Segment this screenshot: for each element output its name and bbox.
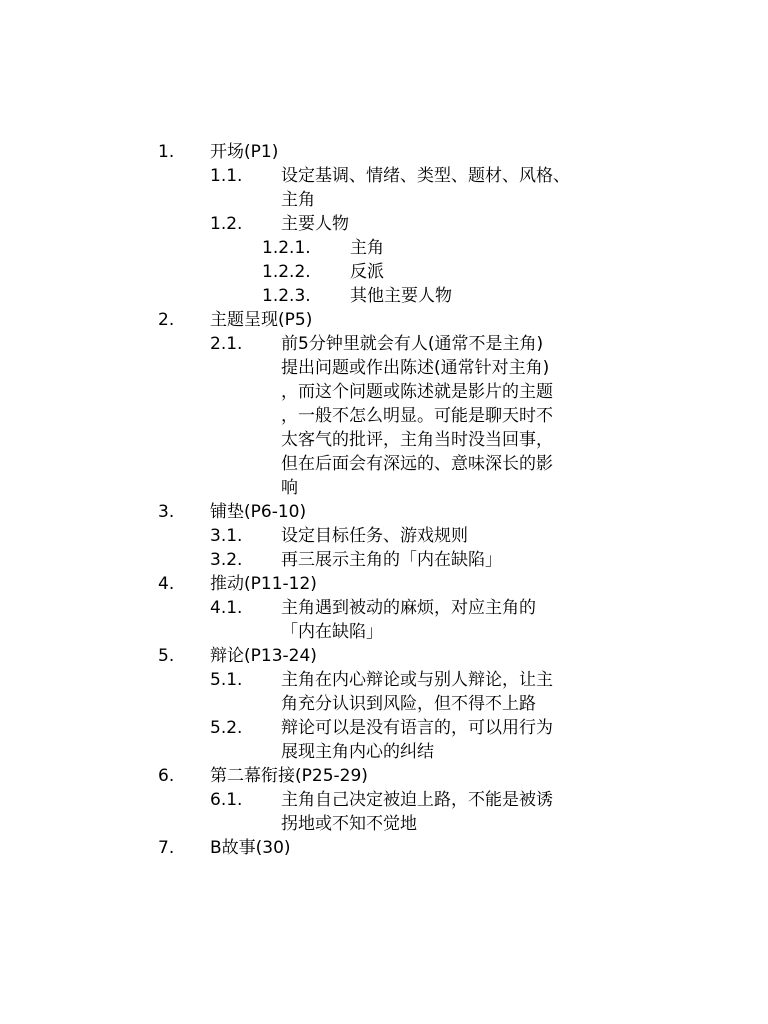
outline-item-number: 5. bbox=[158, 646, 175, 666]
outline-item-text: 角充分认识到风险，但不得不上路 bbox=[281, 694, 536, 714]
outline-item-number: 1.2.3. bbox=[262, 286, 311, 306]
outline-item bbox=[0, 260, 768, 284]
outline-item bbox=[0, 284, 768, 308]
outline-item bbox=[0, 308, 768, 332]
outline-item-number: 1.2. bbox=[210, 214, 243, 234]
outline-item bbox=[0, 644, 768, 668]
outline-item-continuation bbox=[0, 452, 768, 476]
outline-item-continuation bbox=[0, 188, 768, 212]
outline-item-number: 7. bbox=[158, 838, 175, 858]
outline-item-number: 6.1. bbox=[210, 790, 243, 810]
outline-item-number: 3. bbox=[158, 502, 175, 522]
outline-item bbox=[0, 596, 768, 620]
outline-item-text: 主角在内心辩论或与别人辩论，让主 bbox=[281, 670, 553, 690]
outline-item-number: 3.2. bbox=[210, 550, 243, 570]
outline-item-text: 主角 bbox=[281, 190, 315, 210]
outline-item-text: 主题呈现(P5) bbox=[210, 310, 313, 330]
outline-item-number: 1. bbox=[158, 142, 175, 162]
outline-item-text: 「内在缺陷」 bbox=[281, 622, 383, 642]
outline-item bbox=[0, 212, 768, 236]
outline-item-text: 其他主要人物 bbox=[350, 286, 452, 306]
outline-item-text: ，而这个问题或陈述就是影片的主题 bbox=[281, 382, 553, 402]
outline-item-text: 提出问题或作出陈述(通常针对主角) bbox=[281, 358, 550, 378]
outline-item-text: 展现主角内心的纠结 bbox=[281, 742, 434, 762]
outline-item-text: 拐地或不知不觉地 bbox=[281, 814, 417, 834]
outline-item bbox=[0, 716, 768, 740]
outline-item-text: B故事(30) bbox=[210, 838, 291, 858]
outline-item-text: 但在后面会有深远的、意味深长的影 bbox=[281, 454, 553, 474]
outline-item-continuation bbox=[0, 692, 768, 716]
outline-item-text: 前5分钟里就会有人(通常不是主角) bbox=[281, 334, 544, 354]
outline-item-number: 4.1. bbox=[210, 598, 243, 618]
outline-item-continuation bbox=[0, 404, 768, 428]
outline-item bbox=[0, 668, 768, 692]
outline-item-continuation bbox=[0, 476, 768, 500]
outline-item-number: 2. bbox=[158, 310, 175, 330]
outline-item-continuation bbox=[0, 812, 768, 836]
outline-item-text: 设定目标任务、游戏规则 bbox=[281, 526, 468, 546]
outline-item-continuation bbox=[0, 380, 768, 404]
outline-item-text: 铺垫(P6-10) bbox=[210, 502, 307, 522]
outline-item-text: 辩论(P13-24) bbox=[210, 646, 317, 666]
outline-item-text: 太客气的批评，主角当时没当回事， bbox=[281, 430, 553, 450]
outline-item-text: 主角自己决定被迫上路，不能是被诱 bbox=[281, 790, 553, 810]
outline-item-text: 主角遇到被动的麻烦，对应主角的 bbox=[281, 598, 536, 618]
outline-item-text: 辩论可以是没有语言的，可以用行为 bbox=[281, 718, 553, 738]
outline-item bbox=[0, 836, 768, 860]
outline-item bbox=[0, 500, 768, 524]
outline-item-text: 设定基调、情绪、类型、题材、风格、 bbox=[281, 166, 570, 186]
outline-item-number: 5.1. bbox=[210, 670, 243, 690]
outline-item bbox=[0, 548, 768, 572]
outline-item-text: ，一般不怎么明显。可能是聊天时不 bbox=[281, 406, 553, 426]
outline-item bbox=[0, 140, 768, 164]
outline-item-text: 开场(P1) bbox=[210, 142, 279, 162]
document-outline bbox=[0, 140, 768, 860]
outline-item-number: 3.1. bbox=[210, 526, 243, 546]
outline-item bbox=[0, 572, 768, 596]
outline-item bbox=[0, 524, 768, 548]
outline-item bbox=[0, 332, 768, 356]
outline-item-number: 4. bbox=[158, 574, 175, 594]
outline-item-text: 主要人物 bbox=[281, 214, 349, 234]
outline-item-number: 2.1. bbox=[210, 334, 243, 354]
outline-item-text: 再三展示主角的「内在缺陷」 bbox=[281, 550, 502, 570]
outline-item-text: 反派 bbox=[350, 262, 384, 282]
outline-item-continuation bbox=[0, 620, 768, 644]
outline-item-text: 推动(P11-12) bbox=[210, 574, 317, 594]
outline-item bbox=[0, 764, 768, 788]
outline-item bbox=[0, 164, 768, 188]
outline-item-text: 第二幕衔接(P25-29) bbox=[210, 766, 368, 786]
outline-item-number: 6. bbox=[158, 766, 175, 786]
outline-item-text: 响 bbox=[281, 478, 298, 498]
outline-item-number: 1.2.1. bbox=[262, 238, 311, 258]
outline-item bbox=[0, 788, 768, 812]
outline-item-continuation bbox=[0, 428, 768, 452]
outline-item-number: 1.1. bbox=[210, 166, 243, 186]
outline-item-number: 1.2.2. bbox=[262, 262, 311, 282]
outline-item-continuation bbox=[0, 356, 768, 380]
outline-item-number: 5.2. bbox=[210, 718, 243, 738]
outline-item bbox=[0, 236, 768, 260]
outline-item-continuation bbox=[0, 740, 768, 764]
outline-item-text: 主角 bbox=[350, 238, 384, 258]
